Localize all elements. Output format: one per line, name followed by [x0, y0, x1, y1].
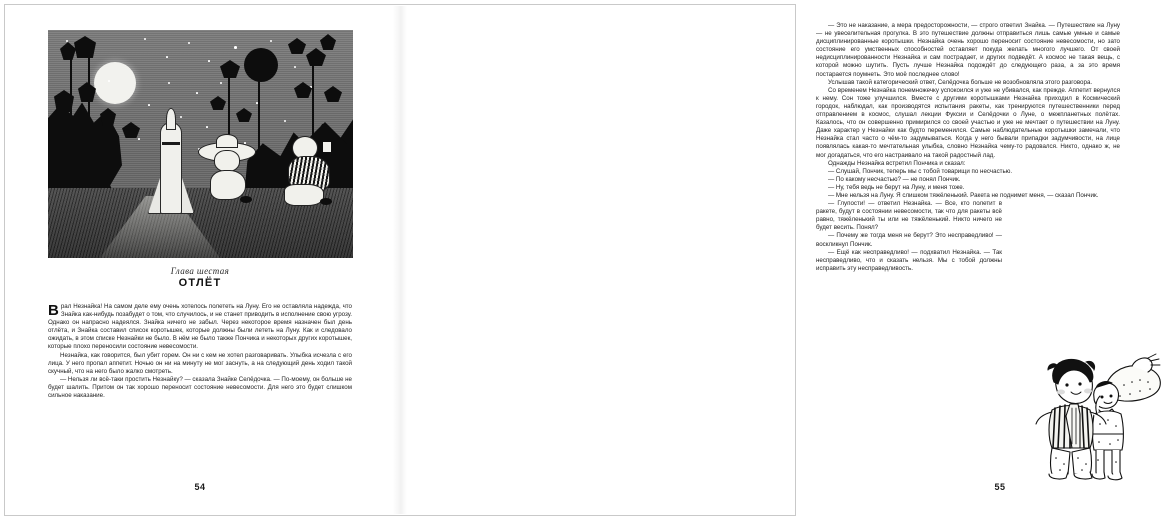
paragraph-text: — Почему же тогда меня не берут? Это несправедливо! — воскликнул Пончик.: [816, 232, 1002, 248]
chapter-heading: [48, 266, 352, 289]
page-right: [400, 0, 1120, 520]
flower-silhouette: [244, 48, 278, 82]
page-number-left: 54: [194, 482, 206, 492]
character-with-hat: [1092, 354, 1160, 480]
left-page-text-column: [48, 303, 352, 400]
paragraph: [816, 79, 1120, 87]
page-number-right: 55: [994, 482, 1006, 492]
night-launch-illustration: [48, 30, 353, 258]
paragraph-text: — Это не наказание, а мера предосторожности, — строго ответил Знайка. — Путешествие на Луну — не увеселительная прогулка. В это путешествие должны отправиться лишь самые умные и самые дисциплинированные коротышки. Незнайка очень хорошо переносит состояние невесомости, но зато состояние его умственных способностей оставляет покуда желать многого лучшего. От своей недисциплинированности Незнайка и сам пострадает, и других подведёт. А космос не такая вещь, с которой можно шутить. Пусть лучше Незнайка подождёт до следующего раза, а за это время постарается поумнеть. Это моё последнее слово!: [816, 22, 1120, 78]
paragraph-text: рал Незнайка! На самом деле ему очень хотелось полететь на Луну. Его не оставляла надежда, что Знайка как-нибудь позабудет о том, что случилось, и не станет приводить в исполнение свою угрозу. Однако он напрасно надеялся. Знайка ничего не забыл. Через некоторое время назначен был день отлёта, и Знайка составил список коротышек, которые должны были лететь на Луну. Как и следовало ожидать, в этом списке Незнайки не было. В нём не было также Пончика и некоторых других коротышек, которые плохо переносили состояние невесомости.: [48, 303, 352, 351]
ponchik-and-neznayka-illustration: [1036, 352, 1164, 486]
paragraph: [48, 352, 352, 376]
paragraph-text: Незнайка, как говорится, был убит горем. Он ни с кем не хотел разговаривать. Улыбка исчезла с его лица. У него пропал аппетит. Ночью он ни на минуту не мог заснуть, а на следующий день ходил такой скучный, что на него было жалко смотреть.: [48, 351, 352, 375]
paragraph-text: Однажды Незнайка встретил Пончика и сказал:: [828, 159, 966, 167]
page-left: [0, 0, 400, 520]
paragraph: [816, 168, 1120, 176]
paragraph-text: — Слушай, Пончик, теперь мы с тобой товарищи по несчастью.: [828, 167, 1013, 175]
chapter-title: ОТЛЁТ: [178, 277, 222, 289]
paragraph-text: — Мне нельзя на Луну. Я слишком тяжёленький. Ракета не поднимет меня, — сказал Пончик.: [828, 191, 1099, 199]
paragraph: [48, 303, 352, 352]
paragraph: [816, 184, 1120, 192]
paragraph-text: — По какому несчастью? — не понял Пончик.: [828, 175, 961, 183]
paragraph-text: — Глупости! — ответил Незнайка. — Все, кто полетит в ракете, будут в состоянии невесомости, так что для ракеты всё равно, тяжёленький ты или не тяжёленький. Никто ничего не будет весить. Понял?: [816, 200, 1002, 232]
illustration-text-wrap: [1002, 200, 1120, 326]
paragraph: [816, 200, 1120, 232]
paragraph-text: Со временем Незнайка понемножечку успокоился и уже не убивался, как прежде. Аппетит вернулся к нему. Сон тоже улучшился. Вместе с другими коротышками Незнайка приходил в Космический городок, наблюдал, как производятся испытания ракеты, как тренируются путешественники перед отправлением в космос, слушал лекции Фуксии и Селёдочки о Луне, о межпланетных полётах. Казалось, что он совершенно примирился со своей участью и уже не мечтает о путешествии на Луну. Даже характер у Незнайки как будто переменился. Самые наблюдательные коротышки замечали, что Незнайка стал часто о чём-то задумываться. Когда у него бывали припадки задумчивости, на лице появлялась какая-то мечтательная улыбка, словно Незнайка чему-то радовался. Никто, однако ж, не мог догадаться, что его настраивало на такой радостный лад.: [816, 86, 1120, 159]
house-window: [323, 142, 331, 152]
paragraph-text: — Нельзя ли всё-таки простить Незнайку? — сказала Знайке Селёдочка. — По-моему, он больше не будет шалить. Притом он так хорошо переносит состояние невесомости. Для него это будет слишком сильное наказание.: [48, 375, 352, 400]
moon-icon: [94, 62, 136, 104]
paragraph-text: — Ну, тебя ведь не берут на Луну, и меня тоже.: [828, 183, 965, 191]
paragraph: [816, 22, 1120, 79]
paragraph: [816, 160, 1120, 168]
paragraph: [816, 176, 1120, 184]
paragraph: [816, 192, 1120, 200]
paragraph: [48, 376, 352, 400]
drop-cap: В: [48, 302, 59, 319]
paragraph-text: Услышав такой категорический ответ, Селёдочка больше не возобновляла этого разговора.: [828, 78, 1093, 86]
chapter-number: Глава шестая: [170, 266, 230, 276]
paragraph: [816, 87, 1120, 160]
right-page-text-column: [816, 22, 1120, 326]
paragraph-text: — Ещё как несправедливо! — подхватил Незнайка. — Так несправедливо, что и сказать нельзя. Мы с тобой должны исправить эту несправедливость.: [816, 248, 1002, 272]
